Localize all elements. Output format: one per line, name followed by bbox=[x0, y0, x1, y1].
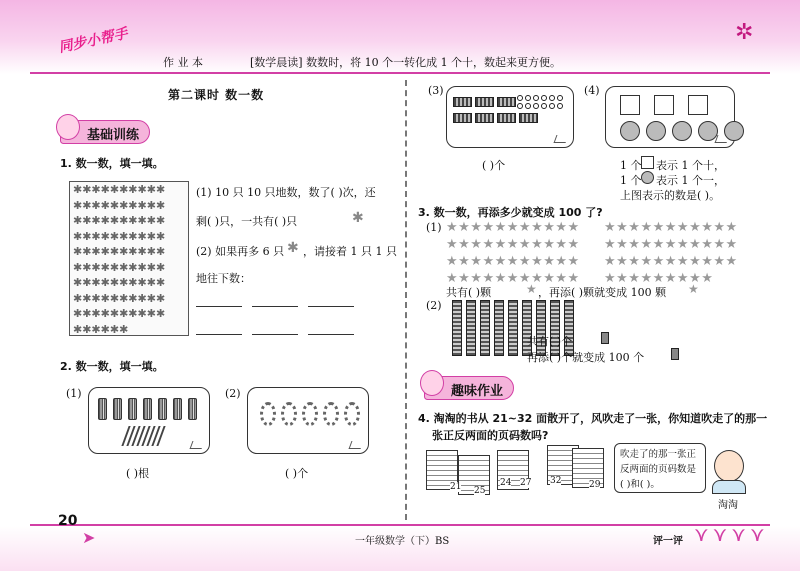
question-3-heading: 3. 数一数，再添多少就变成 100 了? bbox=[418, 206, 603, 219]
shape-line-a: 1 个 bbox=[620, 159, 642, 172]
star-row: ★★★★★★★★★★★ bbox=[446, 237, 580, 252]
cup-stack-icon bbox=[452, 300, 462, 356]
shape-line-c[interactable]: 上图表示的数是( )。 bbox=[620, 189, 721, 202]
bubble-line-2: 反两面的页码数是 bbox=[620, 464, 697, 475]
answer-line[interactable] bbox=[196, 334, 242, 335]
section-label: 趣味作业 bbox=[451, 384, 504, 399]
lesson-title: 第二课时 数一数 bbox=[168, 88, 265, 102]
q1-line-1: (1) 10 只 10 只地数，数了( )次，还 bbox=[196, 186, 376, 199]
cup-stack-icon bbox=[508, 300, 518, 356]
dot-icon bbox=[549, 95, 555, 101]
starfish-row: ✱✱✱✱✱✱✱✱✱✱ bbox=[73, 307, 166, 321]
shape-line-b2: 表示 1 个一， bbox=[656, 174, 725, 187]
brick-tray-icon bbox=[519, 113, 538, 123]
corner-mark-icon bbox=[190, 441, 205, 449]
star-row: ★★★★★★★★★★★ bbox=[446, 220, 580, 235]
loose-dots bbox=[517, 95, 569, 109]
q1-line-3b: ，请接着 1 只 1 只 bbox=[303, 245, 397, 258]
ring-beads-box bbox=[247, 387, 369, 454]
dot-icon bbox=[525, 95, 531, 101]
answer-3[interactable]: ( )个 bbox=[482, 159, 506, 172]
circle-icon bbox=[698, 121, 718, 141]
star-row: ★★★★★★★★★★★ bbox=[446, 271, 580, 286]
cup-icon bbox=[601, 332, 609, 344]
star-row: ★★★★★★★★★★★ bbox=[604, 237, 738, 252]
dot-icon bbox=[549, 103, 555, 109]
starfish-row: ✱✱✱✱✱✱✱✱✱✱ bbox=[73, 214, 166, 228]
reading-tip: [数学晨读] 数数时，将 10 个一转化成 1 个十，数起来更方便。 bbox=[250, 56, 562, 69]
q1-line-3: (2) 如果再多 6 只 bbox=[196, 245, 285, 258]
shape-line-b: 1 个 bbox=[620, 174, 642, 187]
dot-icon bbox=[525, 103, 531, 109]
starfish-row: ✱✱✱✱✱✱✱✱✱✱ bbox=[73, 245, 166, 259]
stick-bundle-icon bbox=[128, 398, 137, 420]
starfish-grid bbox=[69, 181, 189, 336]
bead-ring-icon bbox=[281, 402, 297, 426]
page-number: 24 bbox=[500, 478, 512, 488]
fish-icon: ➤ bbox=[82, 528, 96, 547]
star-row: ★★★★★★★★★ bbox=[604, 271, 714, 286]
star-row: ★★★★★★★★★★★ bbox=[604, 254, 738, 269]
page-number: 27 bbox=[520, 478, 532, 488]
page-number: 29 bbox=[589, 480, 601, 490]
brick-tray-icon bbox=[453, 113, 472, 123]
page-number: 21 bbox=[450, 482, 462, 492]
dot-icon bbox=[517, 103, 523, 109]
question-2-heading: 2. 数一数，填一填。 bbox=[60, 360, 164, 373]
dot-icon bbox=[517, 95, 523, 101]
stick-bundles bbox=[98, 398, 197, 420]
student-avatar-icon bbox=[56, 114, 80, 140]
bead-ring-icon bbox=[260, 402, 276, 426]
circle-icon bbox=[641, 171, 654, 184]
bead-ring-icon bbox=[323, 402, 339, 426]
starfish-row: ✱✱✱✱✱✱✱✱✱✱ bbox=[73, 260, 166, 274]
q1-line-4: 地往下数： bbox=[196, 272, 251, 285]
brick-tray-icon bbox=[453, 97, 472, 107]
answer-line[interactable] bbox=[252, 334, 298, 335]
shape-box bbox=[605, 86, 735, 148]
page-number: 25 bbox=[474, 486, 486, 496]
q3-line-1[interactable]: 共有( )颗 bbox=[446, 286, 492, 299]
star-row: ★★★★★★★★★★★ bbox=[446, 254, 580, 269]
dot-icon bbox=[533, 95, 539, 101]
stick-bundle-box bbox=[88, 387, 210, 454]
brick-tray-icon bbox=[475, 113, 494, 123]
logo: 同步小帮手 bbox=[57, 25, 130, 57]
answer-line[interactable] bbox=[308, 334, 354, 335]
brick-row-1 bbox=[453, 97, 516, 107]
section-label: 基础训练 bbox=[87, 128, 140, 143]
starfish-row: ✱✱✱✱✱✱ bbox=[73, 322, 129, 336]
question-1-heading: 1. 数一数，填一填。 bbox=[60, 157, 164, 170]
column-divider bbox=[405, 80, 407, 520]
brick-box bbox=[446, 86, 574, 148]
taotao-face-icon bbox=[714, 450, 744, 482]
brick-tray-icon bbox=[497, 113, 516, 123]
dot-icon bbox=[541, 103, 547, 109]
taotao-body-icon bbox=[712, 480, 746, 494]
star-icon: ★ bbox=[688, 282, 699, 296]
starfish-row: ✱✱✱✱✱✱✱✱✱✱ bbox=[73, 291, 166, 305]
q2-answer-2[interactable]: ( )个 bbox=[285, 467, 309, 480]
starfish-icon: ✱ bbox=[352, 210, 364, 226]
student-avatar-icon bbox=[420, 370, 444, 396]
cup-stack-icon bbox=[466, 300, 476, 356]
circle-icon bbox=[620, 121, 640, 141]
q1-line-2: 剩( )只，一共有( )只 bbox=[196, 215, 298, 228]
sub-3-label: (3) bbox=[428, 84, 444, 97]
stick-bundle-icon bbox=[188, 398, 197, 420]
loose-sticks bbox=[121, 426, 165, 446]
question-4-heading-2: 张正反两面的页码数吗? bbox=[432, 429, 549, 442]
star-icon: ★ bbox=[526, 282, 537, 296]
answer-line[interactable] bbox=[196, 306, 242, 307]
brick-tray-icon bbox=[475, 97, 494, 107]
square-row bbox=[620, 95, 708, 115]
q3-line-2[interactable]: 共有( )个 bbox=[527, 335, 573, 348]
q3-sub-1-label: (1) bbox=[426, 221, 442, 234]
square-icon bbox=[620, 95, 640, 115]
starfish-row: ✱✱✱✱✱✱✱✱✱✱ bbox=[73, 229, 166, 243]
q2-sub-2-label: (2) bbox=[225, 387, 241, 400]
stick-bundle-icon bbox=[143, 398, 152, 420]
q3-line-1b[interactable]: ，再添( )颗就变成 100 颗 bbox=[538, 286, 667, 299]
q2-sub-1-label: (1) bbox=[66, 387, 82, 400]
starfish-row: ✱✱✱✱✱✱✱✱✱✱ bbox=[73, 183, 166, 197]
rate-label: 评一评 bbox=[653, 536, 683, 547]
header-rule bbox=[30, 72, 770, 74]
dot-icon bbox=[557, 103, 563, 109]
star-group-left bbox=[446, 221, 580, 285]
corner-mark-icon bbox=[715, 135, 730, 143]
stick-bundle-icon bbox=[113, 398, 122, 420]
star-group-right bbox=[604, 221, 738, 285]
starfish-row: ✱✱✱✱✱✱✱✱✱✱ bbox=[73, 198, 166, 212]
square-icon bbox=[688, 95, 708, 115]
q2-answer-1[interactable]: ( )根 bbox=[126, 467, 150, 480]
cup-icon bbox=[671, 348, 679, 360]
stick-bundle-icon bbox=[158, 398, 167, 420]
rating-hands-icon[interactable]: ⋎⋎⋎⋎ bbox=[694, 522, 769, 546]
character-name: 淘淘 bbox=[718, 500, 738, 511]
ring-group bbox=[260, 402, 360, 426]
corner-mark-icon bbox=[349, 441, 364, 449]
bead-ring-icon bbox=[302, 402, 318, 426]
page-number-label: 20 bbox=[58, 513, 78, 529]
question-4-heading: 4. 淘淘的书从 21~32 面散开了，风吹走了一张，你知道吹走了的那一 bbox=[418, 412, 768, 425]
circle-icon bbox=[672, 121, 692, 141]
cup-stack-icon bbox=[480, 300, 490, 356]
brick-tray-icon bbox=[497, 97, 516, 107]
sub-4-label: (4) bbox=[584, 84, 600, 97]
speech-bubble bbox=[614, 443, 706, 493]
bubble-line-3[interactable]: ( )和( )。 bbox=[620, 479, 660, 490]
stick-bundle-icon bbox=[173, 398, 182, 420]
page-number: 32 bbox=[550, 476, 562, 486]
corner-mark-icon bbox=[554, 135, 569, 143]
square-icon bbox=[654, 95, 674, 115]
brick-row-2 bbox=[453, 113, 538, 123]
answer-line[interactable] bbox=[252, 306, 298, 307]
dot-icon bbox=[541, 95, 547, 101]
book-label: 作 业 本 bbox=[163, 56, 203, 69]
dot-icon bbox=[533, 103, 539, 109]
answer-line[interactable] bbox=[308, 306, 354, 307]
starfish-icon: ✱ bbox=[287, 240, 299, 256]
stick-bundle-icon bbox=[98, 398, 107, 420]
star-row: ★★★★★★★★★★★ bbox=[604, 220, 738, 235]
palm-tree-icon: ✲ bbox=[735, 20, 754, 45]
q3-sub-2-label: (2) bbox=[426, 299, 442, 312]
q3-line-3[interactable]: 再添( )个就变成 100 个 bbox=[527, 351, 645, 364]
bubble-line-1: 吹走了的那一张正 bbox=[620, 449, 697, 460]
bead-ring-icon bbox=[344, 402, 360, 426]
square-icon bbox=[641, 156, 654, 169]
shape-line-a2: 表示 1 个十， bbox=[656, 159, 725, 172]
circle-icon bbox=[646, 121, 666, 141]
starfish-row: ✱✱✱✱✱✱✱✱✱✱ bbox=[73, 276, 166, 290]
book-title: 一年级数学（下）BS bbox=[355, 536, 450, 547]
dot-icon bbox=[557, 95, 563, 101]
cup-stack-icon bbox=[494, 300, 504, 356]
